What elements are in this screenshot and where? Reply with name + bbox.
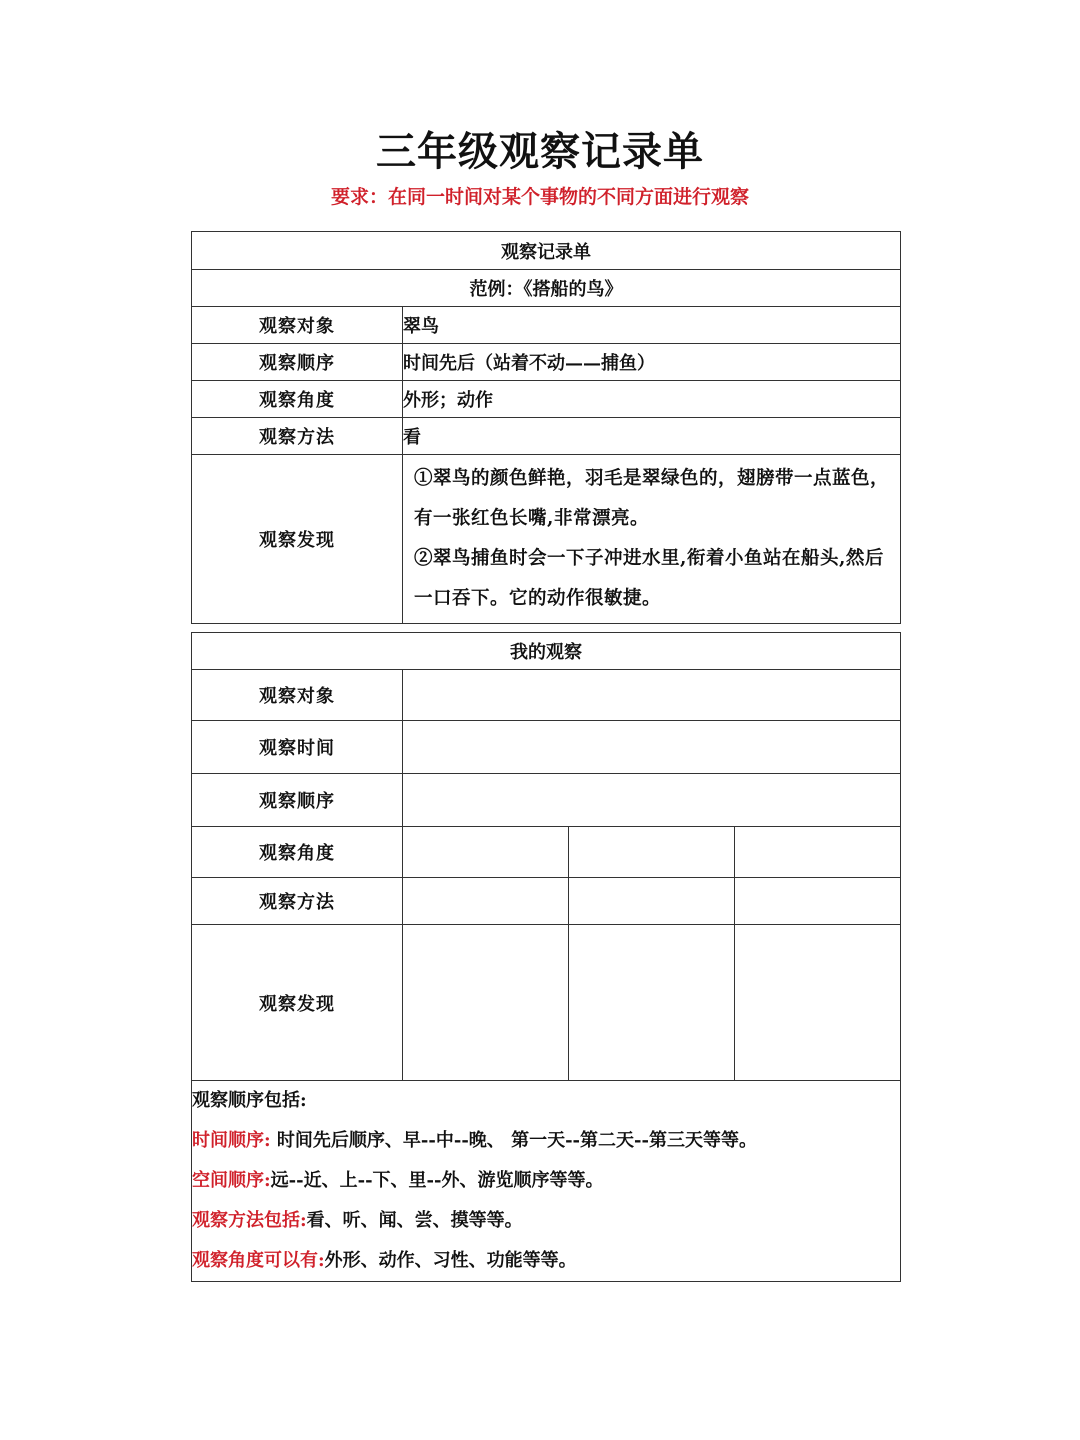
note-line xyxy=(192,1201,900,1241)
blank-answer-cell[interactable] xyxy=(735,827,901,878)
blank-answer-cell[interactable] xyxy=(403,878,569,925)
my-row-angle xyxy=(192,827,901,878)
blank-answer-cell[interactable] xyxy=(569,878,735,925)
blank-answer-cell[interactable] xyxy=(569,827,735,878)
note-key: 观察角度可以有: xyxy=(192,1250,325,1271)
note-line xyxy=(192,1161,900,1201)
blank-answer-cell[interactable] xyxy=(569,925,735,1081)
blank-answer-cell[interactable] xyxy=(403,925,569,1081)
note-line xyxy=(192,1241,900,1281)
my-table-header: 我的观察 xyxy=(192,633,901,670)
row-label: 观察时间 xyxy=(192,721,403,774)
blank-answer-cell[interactable] xyxy=(735,878,901,925)
example-table-header: 观察记录单 xyxy=(192,232,901,270)
example-row-finding xyxy=(192,455,901,624)
my-row-method xyxy=(192,878,901,925)
notes-heading: 观察顺序包括: xyxy=(192,1090,307,1111)
row-label: 观察对象 xyxy=(192,670,403,721)
row-value: 时间先后（站着不动——捕鱼） xyxy=(403,344,901,381)
row-label: 观察顺序 xyxy=(192,344,403,381)
note-key: 观察方法包括: xyxy=(192,1210,307,1231)
example-row-object xyxy=(192,307,901,344)
row-value: 看 xyxy=(403,418,901,455)
note-text: 外形、动作、习性、功能等等。 xyxy=(324,1250,577,1271)
example-record-table xyxy=(191,231,901,624)
note-line xyxy=(192,1121,900,1161)
row-label: 观察方法 xyxy=(192,418,403,455)
blank-answer-cell[interactable] xyxy=(403,721,901,774)
row-label: 观察发现 xyxy=(192,925,403,1081)
finding-item: ①翠鸟的颜色鲜艳，羽毛是翠绿色的，翅膀带一点蓝色，有一张红色长嘴,非常漂亮。 xyxy=(414,468,890,529)
requirement-text: 要求：在同一时间对某个事物的不同方面进行观察 xyxy=(330,186,749,208)
blank-answer-cell[interactable] xyxy=(735,925,901,1081)
row-label: 观察角度 xyxy=(192,827,403,878)
notes-row xyxy=(192,1081,901,1282)
note-key: 时间顺序: xyxy=(192,1130,271,1151)
row-label: 观察对象 xyxy=(192,307,403,344)
page-title: 三年级观察记录单 xyxy=(376,128,704,175)
note-text: 时间先后顺序、早--中--晚、 第一天--第二天--第三天等等。 xyxy=(270,1130,757,1151)
my-row-order xyxy=(192,774,901,827)
row-label: 观察顺序 xyxy=(192,774,403,827)
row-label: 观察方法 xyxy=(192,878,403,925)
blank-answer-cell[interactable] xyxy=(403,670,901,721)
row-label: 观察发现 xyxy=(192,455,403,624)
finding-cell xyxy=(403,455,901,624)
note-text: 看、听、闻、尝、摸等等。 xyxy=(306,1210,523,1231)
example-row-angle xyxy=(192,381,901,418)
row-value: 外形；动作 xyxy=(403,381,901,418)
example-row-order xyxy=(192,344,901,381)
example-table-subheader: 范例：《搭船的鸟》 xyxy=(192,270,901,307)
my-row-finding xyxy=(192,925,901,1081)
example-row-method xyxy=(192,418,901,455)
my-row-object xyxy=(192,670,901,721)
blank-answer-cell[interactable] xyxy=(403,774,901,827)
notes-cell xyxy=(192,1081,901,1282)
finding-item: ②翠鸟捕鱼时会一下子冲进水里,衔着小鱼站在船头,然后一口吞下。它的动作很敏捷。 xyxy=(414,548,884,609)
note-text: 远--近、上--下、里--外、游览顺序等等。 xyxy=(270,1170,604,1191)
row-value: 翠鸟 xyxy=(403,307,901,344)
blank-answer-cell[interactable] xyxy=(403,827,569,878)
row-label: 观察角度 xyxy=(192,381,403,418)
my-observation-table xyxy=(191,632,901,1282)
note-key: 空间顺序: xyxy=(192,1170,271,1191)
my-row-time xyxy=(192,721,901,774)
